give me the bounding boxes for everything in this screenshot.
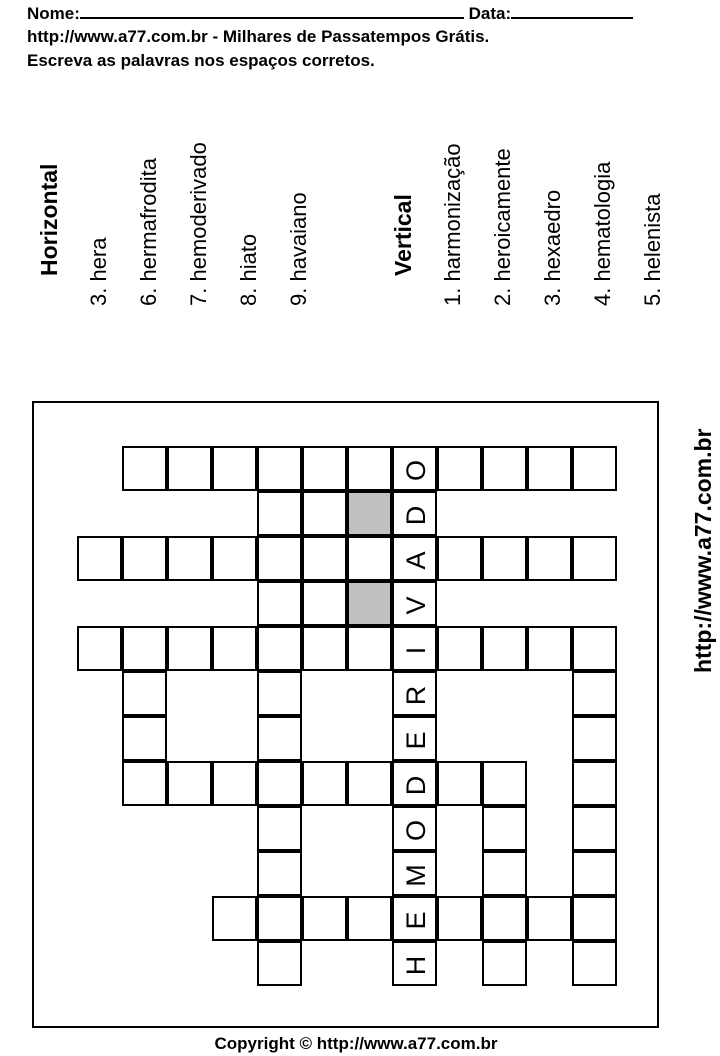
grid-cell[interactable]	[257, 806, 302, 851]
grid-cell[interactable]	[482, 536, 527, 581]
grid-cell[interactable]	[257, 536, 302, 581]
grid-cell[interactable]	[392, 851, 437, 896]
grid-cell[interactable]	[302, 446, 347, 491]
clue-horizontal-6: 6. hermafrodita	[136, 158, 161, 306]
grid-cell[interactable]	[347, 536, 392, 581]
grid-cell[interactable]	[572, 806, 617, 851]
grid-cell[interactable]	[167, 626, 212, 671]
grid-cell[interactable]	[347, 626, 392, 671]
grid-cell[interactable]	[257, 716, 302, 761]
site-line: http://www.a77.com.br - Milhares de Passatempos Grátis.	[27, 27, 490, 46]
grid-cell[interactable]	[527, 896, 572, 941]
grid-cell[interactable]	[167, 446, 212, 491]
grid-cell[interactable]	[122, 626, 167, 671]
grid-cell[interactable]	[167, 761, 212, 806]
grid-cell[interactable]	[482, 941, 527, 986]
grid-letter: R	[401, 685, 431, 706]
grid-cell-shaded[interactable]	[347, 581, 392, 626]
grid-cell[interactable]	[302, 896, 347, 941]
grid-cell[interactable]	[392, 896, 437, 941]
grid-letter: I	[401, 646, 431, 655]
grid-letter: O	[401, 460, 431, 482]
instruction-text: Escreva as palavras nos espaços corretos.	[27, 51, 375, 70]
grid-cell[interactable]	[212, 536, 257, 581]
grid-cell[interactable]	[572, 941, 617, 986]
grid-cell[interactable]	[482, 806, 527, 851]
grid-cell[interactable]	[437, 536, 482, 581]
grid-cell[interactable]	[122, 536, 167, 581]
grid-cell[interactable]	[257, 491, 302, 536]
clue-horizontal-9: 9. havaiano	[286, 192, 311, 306]
grid-cell[interactable]	[392, 491, 437, 536]
grid-cell[interactable]	[122, 446, 167, 491]
grid-cell[interactable]	[572, 851, 617, 896]
grid-cell[interactable]	[392, 761, 437, 806]
grid-letter: M	[401, 864, 431, 887]
grid-cell[interactable]	[77, 536, 122, 581]
grid-cell[interactable]	[347, 761, 392, 806]
clue-horizontal-7: 7. hemoderivado	[186, 142, 211, 306]
horizontal-heading: Horizontal	[36, 163, 62, 276]
grid-cell[interactable]	[527, 536, 572, 581]
grid-cell[interactable]	[347, 446, 392, 491]
grid-cell[interactable]	[572, 761, 617, 806]
grid-cell[interactable]	[482, 626, 527, 671]
grid-letter: O	[401, 820, 431, 842]
grid-cell[interactable]	[482, 851, 527, 896]
grid-cell[interactable]	[212, 446, 257, 491]
grid-cell[interactable]	[572, 896, 617, 941]
grid-cell[interactable]	[257, 896, 302, 941]
grid-cell[interactable]	[482, 896, 527, 941]
grid-cell[interactable]	[437, 446, 482, 491]
grid-cell[interactable]	[302, 761, 347, 806]
grid-cell[interactable]	[572, 671, 617, 716]
grid-cell[interactable]	[437, 896, 482, 941]
grid-cell[interactable]	[122, 716, 167, 761]
grid-cell[interactable]	[257, 941, 302, 986]
grid-cell[interactable]	[212, 626, 257, 671]
grid-cell[interactable]	[527, 446, 572, 491]
clue-vertical-3: 3. hexaedro	[540, 189, 565, 306]
name-label: Nome:	[27, 4, 80, 23]
grid-cell[interactable]	[572, 716, 617, 761]
grid-cell-shaded[interactable]	[347, 491, 392, 536]
grid-cell[interactable]	[257, 446, 302, 491]
date-label: Data:	[468, 4, 512, 23]
grid-letter: E	[401, 731, 431, 750]
clue-vertical-1: 1. harmonização	[440, 143, 465, 306]
grid-cell[interactable]	[392, 671, 437, 716]
grid-cell[interactable]	[302, 491, 347, 536]
grid-cell[interactable]	[572, 446, 617, 491]
clue-vertical-2: 2. heroicamente	[490, 148, 515, 306]
grid-cell[interactable]	[257, 851, 302, 896]
clue-vertical-5: 5. helenista	[640, 193, 665, 306]
grid-cell[interactable]	[122, 761, 167, 806]
grid-cell[interactable]	[257, 761, 302, 806]
grid-cell[interactable]	[77, 626, 122, 671]
grid-cell[interactable]	[437, 761, 482, 806]
grid-cell[interactable]	[392, 536, 437, 581]
grid-cell[interactable]	[392, 716, 437, 761]
grid-cell[interactable]	[212, 761, 257, 806]
grid-cell[interactable]	[302, 581, 347, 626]
grid-cell[interactable]	[212, 896, 257, 941]
clue-horizontal-8: 8. hiato	[236, 233, 261, 306]
grid-letter: H	[401, 955, 431, 976]
grid-cell[interactable]	[302, 536, 347, 581]
side-url: http://www.a77.com.br	[690, 428, 716, 673]
grid-cell[interactable]	[527, 626, 572, 671]
grid-cell[interactable]	[302, 626, 347, 671]
grid-cell[interactable]	[257, 626, 302, 671]
grid-cell[interactable]	[392, 581, 437, 626]
grid-cell[interactable]	[482, 761, 527, 806]
grid-letter: A	[401, 551, 431, 570]
clue-horizontal-3: 3. hera	[86, 237, 111, 306]
grid-cell[interactable]	[392, 446, 437, 491]
grid-cell[interactable]	[347, 896, 392, 941]
grid-cell[interactable]	[257, 671, 302, 716]
grid-cell[interactable]	[437, 626, 482, 671]
clue-vertical-4: 4. hematologia	[590, 161, 615, 306]
grid-cell[interactable]	[572, 536, 617, 581]
grid-cell[interactable]	[392, 806, 437, 851]
grid-cell[interactable]	[122, 671, 167, 716]
grid-cell[interactable]	[392, 941, 437, 986]
grid-cell[interactable]	[167, 536, 212, 581]
vertical-heading: Vertical	[390, 194, 416, 276]
grid-cell[interactable]	[392, 626, 437, 671]
copyright-footer: Copyright © http://www.a77.com.br	[214, 1034, 498, 1053]
grid-letter: E	[401, 911, 431, 930]
grid-letter: D	[401, 505, 431, 526]
grid-letter: V	[401, 596, 431, 615]
grid-cell[interactable]	[572, 626, 617, 671]
grid-cell[interactable]	[482, 446, 527, 491]
grid-cell[interactable]	[257, 581, 302, 626]
grid-letter: D	[401, 775, 431, 796]
